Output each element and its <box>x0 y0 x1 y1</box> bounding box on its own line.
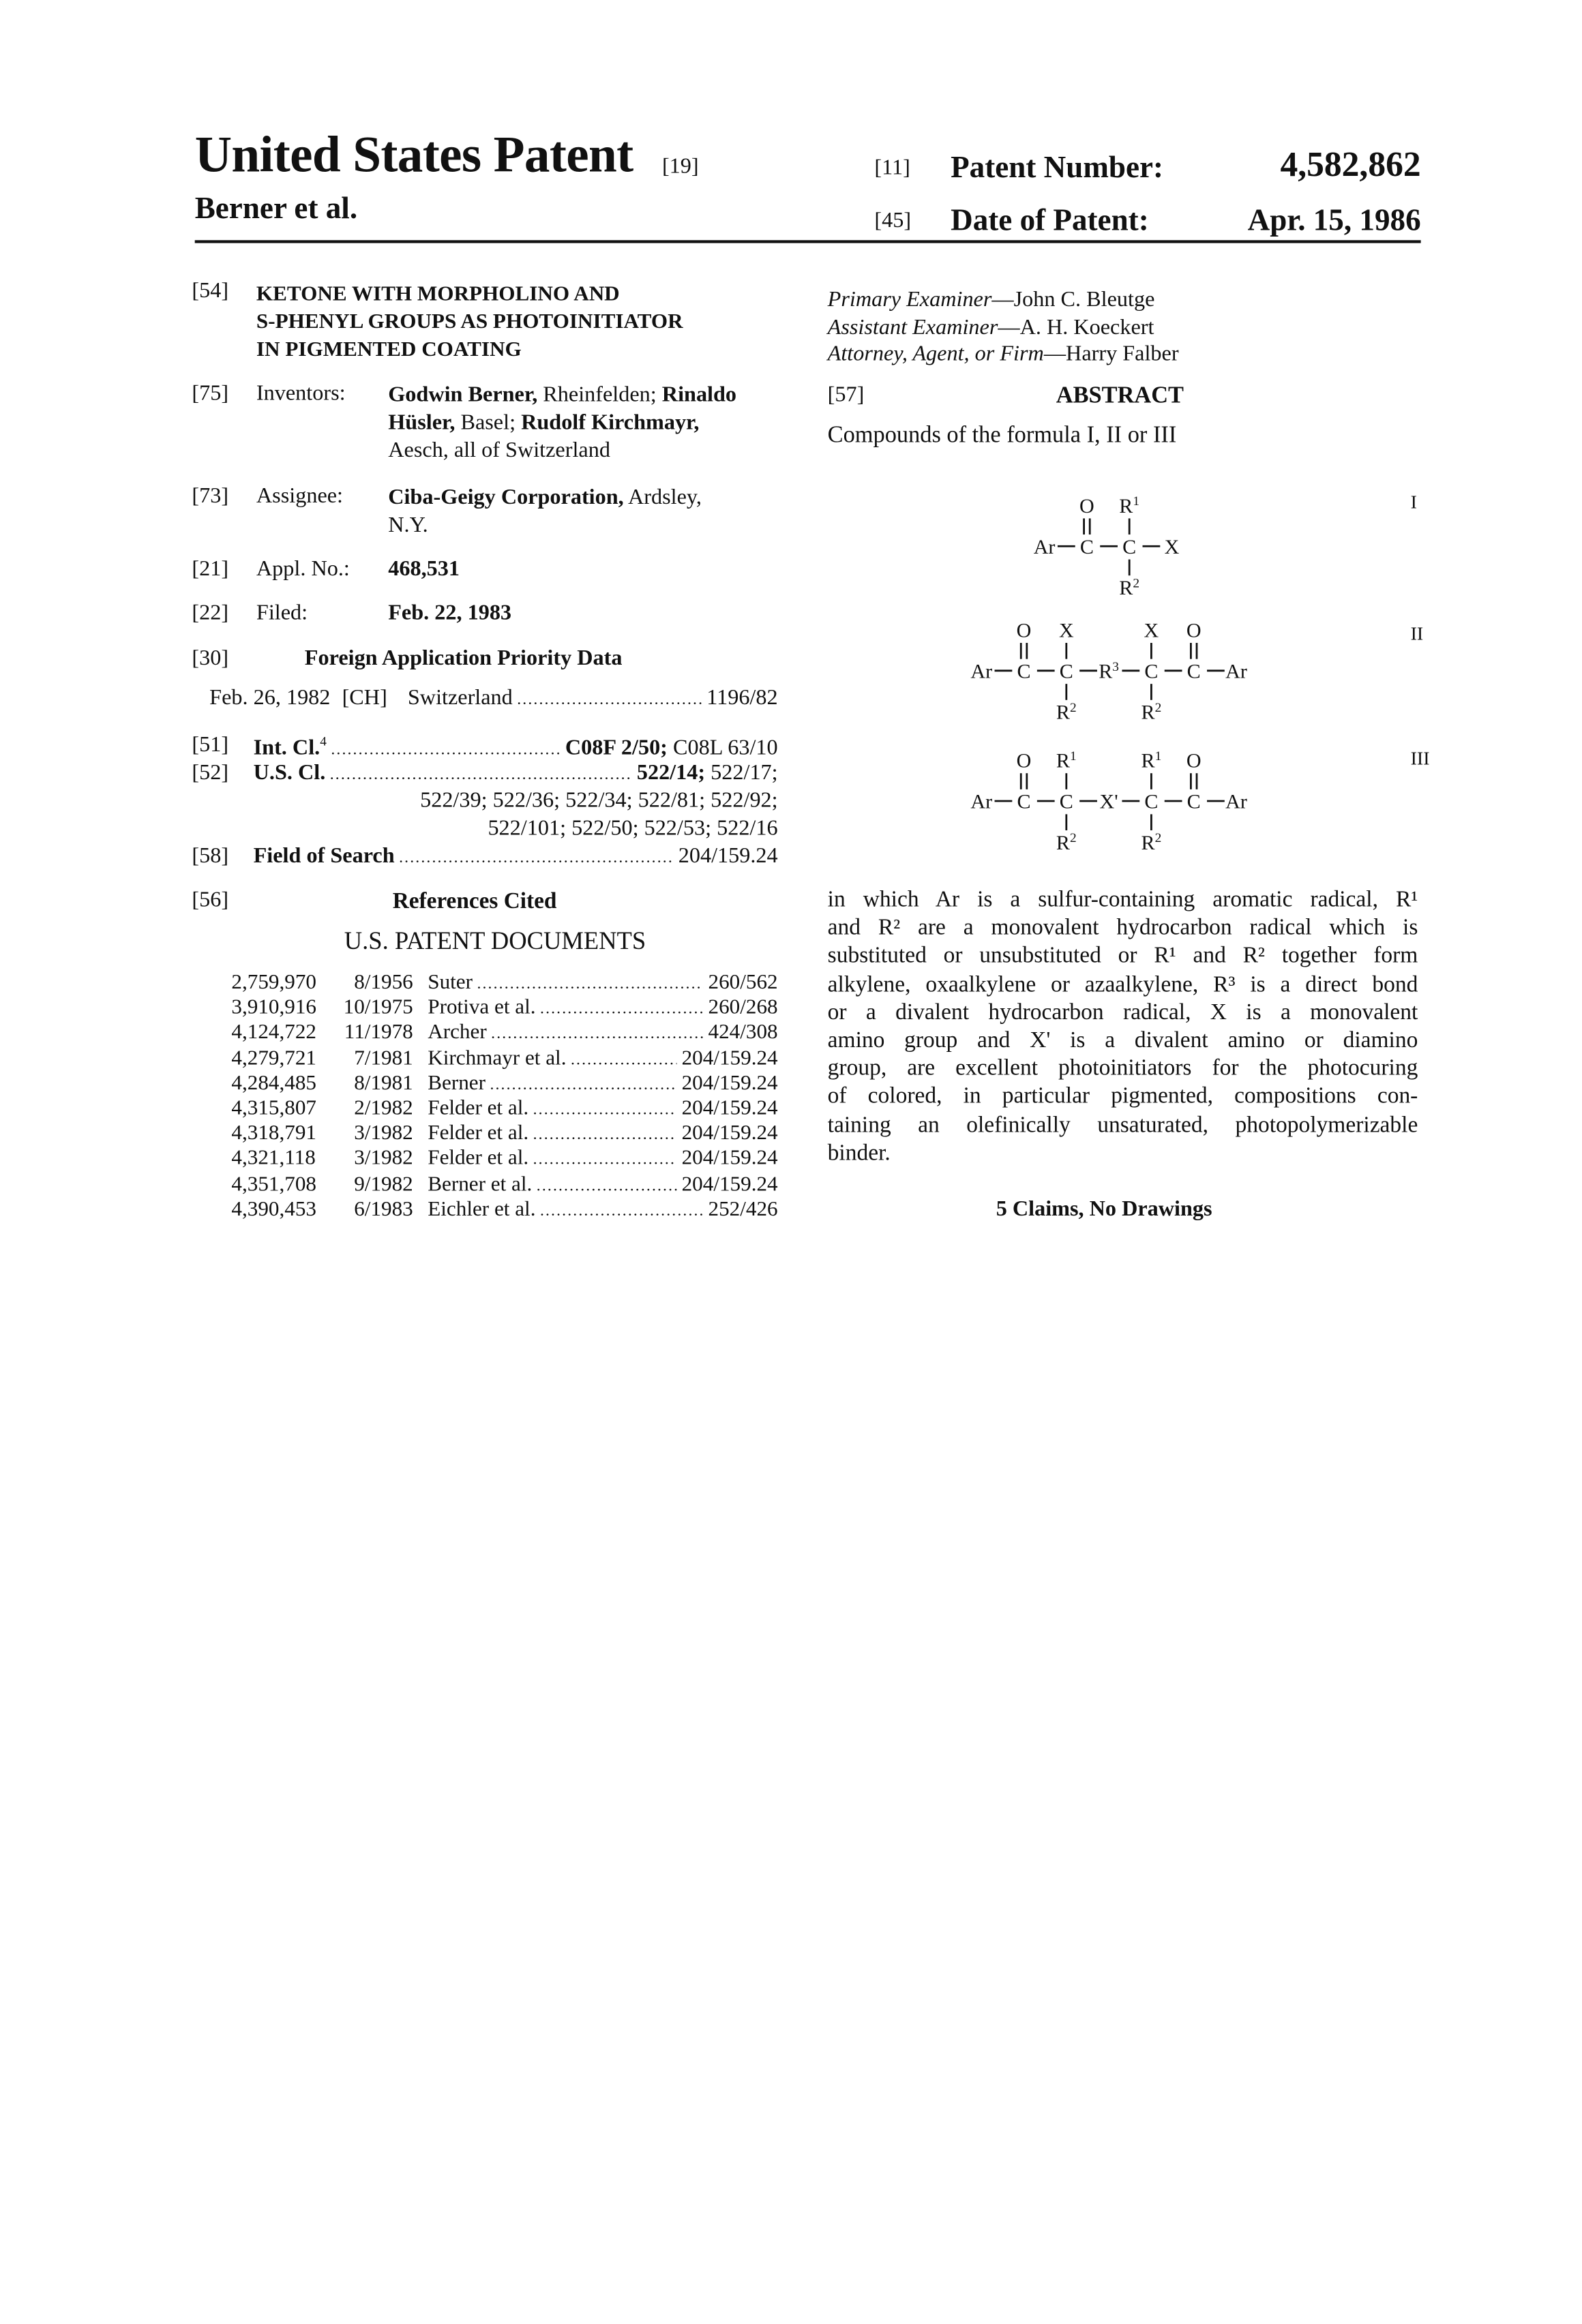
leader-dots <box>571 1046 677 1072</box>
formula-atom <box>1225 660 1247 683</box>
reference-row <box>231 1021 777 1046</box>
inventor-name: Godwin Berner, <box>388 384 537 407</box>
assignee-label: Assignee: <box>256 485 343 510</box>
abstract-line: in which Ar is a sulfur-containing aromatic radical, R¹ <box>828 888 1418 914</box>
formula-substituent-symbol: R <box>1119 494 1133 517</box>
inventor-city: Rheinfelden; <box>537 384 662 407</box>
formula-atom <box>1080 535 1094 558</box>
leader-dots <box>533 1122 678 1147</box>
assistant-examiner-label: Assistant Examiner <box>828 316 998 339</box>
leader-dots <box>490 1072 677 1097</box>
formula-atom-symbol: C <box>1060 660 1073 683</box>
reference-row <box>231 1122 777 1147</box>
formula-substituent-symbol: O <box>1017 618 1032 642</box>
formula-substituent-symbol: X <box>1059 618 1074 642</box>
reference-number: 2,759,970 <box>231 971 328 996</box>
formula-label: III <box>1411 748 1430 769</box>
reference-date: 8/1981 <box>328 1072 413 1097</box>
inventor-name: Rudolf Kirchmayr, <box>521 412 699 435</box>
inventor-name: Hüsler, <box>388 412 455 435</box>
formula-substituent-superscript: 1 <box>1155 749 1162 764</box>
appl-number: 468,531 <box>388 558 460 583</box>
leader-dots <box>540 1198 704 1223</box>
formula-substituent-symbol: R <box>1056 749 1070 772</box>
abstract-line: and R² are a monovalent hydrocarbon radical which is <box>828 916 1418 942</box>
patent-number-code: [11] <box>874 157 910 182</box>
int-cl-label-text: Int. Cl. <box>254 736 320 759</box>
formula-atom <box>1187 790 1201 813</box>
formula-substituent <box>1186 618 1202 642</box>
reference-number: 4,321,118 <box>231 1147 328 1173</box>
reference-number: 4,318,791 <box>231 1122 328 1147</box>
assignee-state: N.Y. <box>388 513 702 541</box>
leader-dots <box>491 1021 704 1046</box>
reference-row <box>231 1147 777 1173</box>
abstract-line: taining an olefinically unsaturated, photopolymerizable <box>828 1113 1418 1139</box>
reference-class: 204/159.24 <box>682 1097 778 1122</box>
reference-number: 4,279,721 <box>231 1046 328 1072</box>
patent-number-label: Patent Number: <box>951 149 1163 186</box>
formula-atom <box>1187 660 1201 683</box>
reference-name: Felder et al. <box>428 1147 528 1173</box>
appl-label: Appl. No.: <box>256 558 350 583</box>
formula-substituent <box>1141 749 1162 772</box>
abstract-line: binder. <box>828 1141 1418 1167</box>
formula-substituent-superscript: 2 <box>1133 576 1139 590</box>
formula-substituent-symbol: R <box>1141 831 1155 854</box>
reference-name: Berner <box>428 1072 486 1097</box>
reference-number: 4,390,453 <box>231 1198 328 1223</box>
formula-substituent-symbol: O <box>1017 749 1032 772</box>
leader-dots <box>477 971 704 996</box>
us-cl-label: U.S. Cl. <box>254 761 326 787</box>
reference-name: Berner et al. <box>428 1173 532 1198</box>
us-cl-secondary: 522/17; <box>705 761 778 785</box>
inventor-city: Basel; <box>455 412 521 435</box>
reference-number: 4,124,722 <box>231 1021 328 1046</box>
formula-atom-symbol: Ar <box>970 790 992 813</box>
formula-atom <box>970 790 992 813</box>
formula-substituent-superscript: 2 <box>1070 701 1077 715</box>
formula-atom <box>1100 790 1118 813</box>
reference-row <box>231 1173 777 1198</box>
formula-substituent <box>1056 831 1077 854</box>
formula-label: I <box>1411 492 1417 513</box>
formula-atom-symbol: C <box>1122 535 1136 558</box>
assistant-examiner-name: —A. H. Koeckert <box>998 316 1154 339</box>
int-cl-primary: C08F 2/50; <box>565 736 668 759</box>
attorney-label: Attorney, Agent, or Firm <box>828 343 1044 366</box>
formula-substituent <box>1017 618 1032 642</box>
formula-substituent-symbol: O <box>1079 494 1094 517</box>
reference-number: 3,910,916 <box>231 996 328 1021</box>
formula-atom-symbol: R <box>1099 660 1112 683</box>
patent-number: 4,582,862 <box>1280 147 1420 186</box>
formula-substituent <box>1141 701 1162 724</box>
reference-row <box>231 1072 777 1097</box>
leader-dots <box>537 1173 677 1198</box>
reference-row <box>231 971 777 996</box>
reference-name: Felder et al. <box>428 1122 528 1147</box>
formula-atom-symbol: C <box>1187 790 1201 813</box>
reference-name: Suter <box>428 971 473 996</box>
formula-substituent <box>1119 576 1139 599</box>
patent-date: Apr. 15, 1986 <box>1248 202 1421 239</box>
formula-substituent <box>1056 701 1077 724</box>
primary-examiner-label: Primary Examiner <box>828 288 992 312</box>
formula-atom <box>1122 535 1136 558</box>
invention-title-line: IN PIGMENTED COATING <box>256 337 683 365</box>
abstract-line: of colored, in particular pigmented, compositions con- <box>828 1084 1418 1111</box>
formula-label: II <box>1411 624 1424 645</box>
formula-atom <box>1060 790 1073 813</box>
formula-substituent-symbol: R <box>1056 701 1070 724</box>
formula-substituent-superscript: 2 <box>1070 831 1077 845</box>
patent-page <box>0 0 1582 2324</box>
formula-atom <box>1060 660 1073 683</box>
formula-atom-symbol: C <box>1017 660 1030 683</box>
references-heading: References Cited <box>393 889 557 916</box>
field-code: [58] <box>192 845 228 870</box>
priority-number: 1196/82 <box>706 686 777 712</box>
formula-atom-symbol: C <box>1144 790 1158 813</box>
attorney-name: —Harry Falber <box>1044 343 1179 366</box>
abstract-line: substituted or unsubstituted or R¹ and R² together form <box>828 944 1418 970</box>
reference-date: 10/1975 <box>328 996 413 1021</box>
date-label: Date of Patent: <box>951 202 1149 239</box>
reference-class: 260/562 <box>708 971 778 996</box>
formula-substituent-symbol: R <box>1141 749 1155 772</box>
inventor-location: Aesch, all of Switzerland <box>388 438 736 466</box>
reference-class: 204/159.24 <box>682 1046 778 1072</box>
abstract-line: or a divalent hydrocarbon radical, X is a monovalent <box>828 1000 1418 1027</box>
us-cl-code: [52] <box>192 761 228 787</box>
formula-atom <box>1034 535 1056 558</box>
reference-name: Kirchmayr et al. <box>428 1046 566 1072</box>
formula-substituent <box>1079 494 1094 517</box>
reference-number: 4,315,807 <box>231 1097 328 1122</box>
formula-substituent <box>1056 749 1077 772</box>
us-cl-line3: 522/101; 522/50; 522/53; 522/16 <box>488 817 777 843</box>
primary-examiner-name: —John C. Bleutge <box>991 288 1154 312</box>
formula-substituent-superscript: 2 <box>1155 701 1162 715</box>
title-code-54: [54] <box>192 280 228 305</box>
formula-atom-symbol: C <box>1144 660 1158 683</box>
reference-class: 204/159.24 <box>682 1122 778 1147</box>
formula-substituent-symbol: O <box>1186 749 1202 772</box>
formula-atom <box>1165 535 1180 558</box>
formula-atom-symbol: Ar <box>970 660 992 683</box>
us-cl-line2: 522/39; 522/36; 522/34; 522/81; 522/92; <box>420 789 778 815</box>
formula-atom <box>970 660 992 683</box>
assignee-city: Ardsley, <box>624 486 702 509</box>
formula-substituent <box>1144 618 1159 642</box>
formula-atom-symbol: X <box>1165 535 1180 558</box>
references-subheading: U.S. PATENT DOCUMENTS <box>344 927 646 956</box>
title-code: [19] <box>662 155 699 181</box>
formula-substituent <box>1017 749 1032 772</box>
priority-heading: Foreign Application Priority Data <box>305 647 623 672</box>
inventor-name: Rinaldo <box>662 384 736 407</box>
reference-row <box>231 1198 777 1223</box>
formula-substituent <box>1186 749 1202 772</box>
int-cl-sup: 4 <box>320 734 327 748</box>
assignee-code: [73] <box>192 485 228 510</box>
references-code: [56] <box>192 889 228 914</box>
formula-atom <box>1144 790 1158 813</box>
reference-row <box>231 996 777 1021</box>
reference-date: 3/1982 <box>328 1147 413 1173</box>
claims-summary: 5 Claims, No Drawings <box>996 1198 1212 1223</box>
priority-date: Feb. 26, 1982 <box>209 686 330 712</box>
formula-substituent-symbol: R <box>1056 831 1070 854</box>
chemical-formulas <box>0 0 1582 908</box>
reference-name: Protiva et al. <box>428 996 535 1021</box>
priority-country-code: [CH] <box>342 686 387 712</box>
reference-number: 4,351,708 <box>231 1173 328 1198</box>
formula-atom-symbol: C <box>1080 535 1094 558</box>
inventors-label: Inventors: <box>256 382 346 408</box>
int-cl-code: [51] <box>192 734 228 759</box>
formula-atom-symbol: Ar <box>1225 660 1247 683</box>
reference-date: 2/1982 <box>328 1097 413 1122</box>
formula-atom <box>1099 660 1119 683</box>
reference-date: 3/1982 <box>328 1122 413 1147</box>
formula-substituent-symbol: X <box>1144 618 1159 642</box>
invention-title-line: S-PHENYL GROUPS AS PHOTOINITIATOR <box>256 309 683 337</box>
filed-date: Feb. 22, 1983 <box>388 602 511 627</box>
int-cl-secondary: C08L 63/10 <box>668 736 778 759</box>
formula-atom <box>1144 660 1158 683</box>
leader-dots <box>533 1097 678 1122</box>
reference-date: 11/1978 <box>328 1021 413 1046</box>
leader-dots <box>540 996 704 1021</box>
reference-class: 204/159.24 <box>682 1173 778 1198</box>
reference-date: 9/1982 <box>328 1173 413 1198</box>
formula-substituent <box>1119 494 1139 517</box>
abstract-intro: Compounds of the formula I, II or III <box>828 423 1177 450</box>
inventors-code: [75] <box>192 382 228 408</box>
abstract-line: alkylene, oxaalkylene or azaalkylene, R³ is a direct bond <box>828 971 1418 998</box>
formula-atom-superscript: 3 <box>1112 660 1119 674</box>
invention-title-line: KETONE WITH MORPHOLINO AND <box>256 281 683 309</box>
filed-label: Filed: <box>256 602 308 627</box>
reference-class: 424/308 <box>708 1021 778 1046</box>
priority-country: Switzerland <box>408 686 513 712</box>
filed-code: [22] <box>192 602 228 627</box>
formula-substituent <box>1141 831 1162 854</box>
formula-atom <box>1017 790 1030 813</box>
reference-date: 7/1981 <box>328 1046 413 1072</box>
document-title: United States Patent <box>195 126 633 185</box>
us-cl-primary: 522/14; <box>637 761 705 785</box>
formula-substituent-superscript: 2 <box>1155 831 1162 845</box>
reference-class: 252/426 <box>708 1198 778 1223</box>
reference-date: 6/1983 <box>328 1198 413 1223</box>
abstract-line: amino group and X' is a divalent amino or diamino <box>828 1028 1418 1055</box>
reference-row <box>231 1097 777 1122</box>
appl-code: [21] <box>192 558 228 583</box>
formula-substituent-symbol: R <box>1119 576 1133 599</box>
date-code: [45] <box>874 209 911 235</box>
formula-substituent-superscript: 1 <box>1133 494 1139 509</box>
formula-atom-symbol: C <box>1187 660 1201 683</box>
reference-row <box>231 1046 777 1072</box>
formula-atom-symbol: Ar <box>1225 790 1247 813</box>
abstract-heading: ABSTRACT <box>1056 384 1184 410</box>
reference-name: Archer <box>428 1021 486 1046</box>
formula-atom-symbol: C <box>1060 790 1073 813</box>
inventor-short: Berner et al. <box>195 190 357 227</box>
formula-atom <box>1225 790 1247 813</box>
formula-substituent <box>1059 618 1074 642</box>
leader-dots <box>533 1147 678 1173</box>
reference-class: 204/159.24 <box>682 1147 778 1173</box>
formula-substituent-symbol: O <box>1186 618 1202 642</box>
field-label: Field of Search <box>254 845 395 870</box>
reference-class: 204/159.24 <box>682 1072 778 1097</box>
reference-class: 260/268 <box>708 996 778 1021</box>
formula-substituent-symbol: R <box>1141 701 1155 724</box>
reference-date: 8/1956 <box>328 971 413 996</box>
formula-atom <box>1017 660 1030 683</box>
abstract-line: group, are excellent photoinitiators for the photocuring <box>828 1056 1418 1083</box>
assignee-name: Ciba-Geigy Corporation, <box>388 486 623 509</box>
abstract-code: [57] <box>828 384 865 409</box>
formula-atom-symbol: C <box>1017 790 1030 813</box>
field-value: 204/159.24 <box>678 845 778 870</box>
priority-code: [30] <box>192 647 228 672</box>
reference-name: Felder et al. <box>428 1097 528 1122</box>
formula-atom-symbol: Ar <box>1034 535 1056 558</box>
formula-atom-symbol: X' <box>1100 790 1118 813</box>
reference-number: 4,284,485 <box>231 1072 328 1097</box>
formula-substituent-superscript: 1 <box>1070 749 1077 764</box>
reference-name: Eichler et al. <box>428 1198 535 1223</box>
